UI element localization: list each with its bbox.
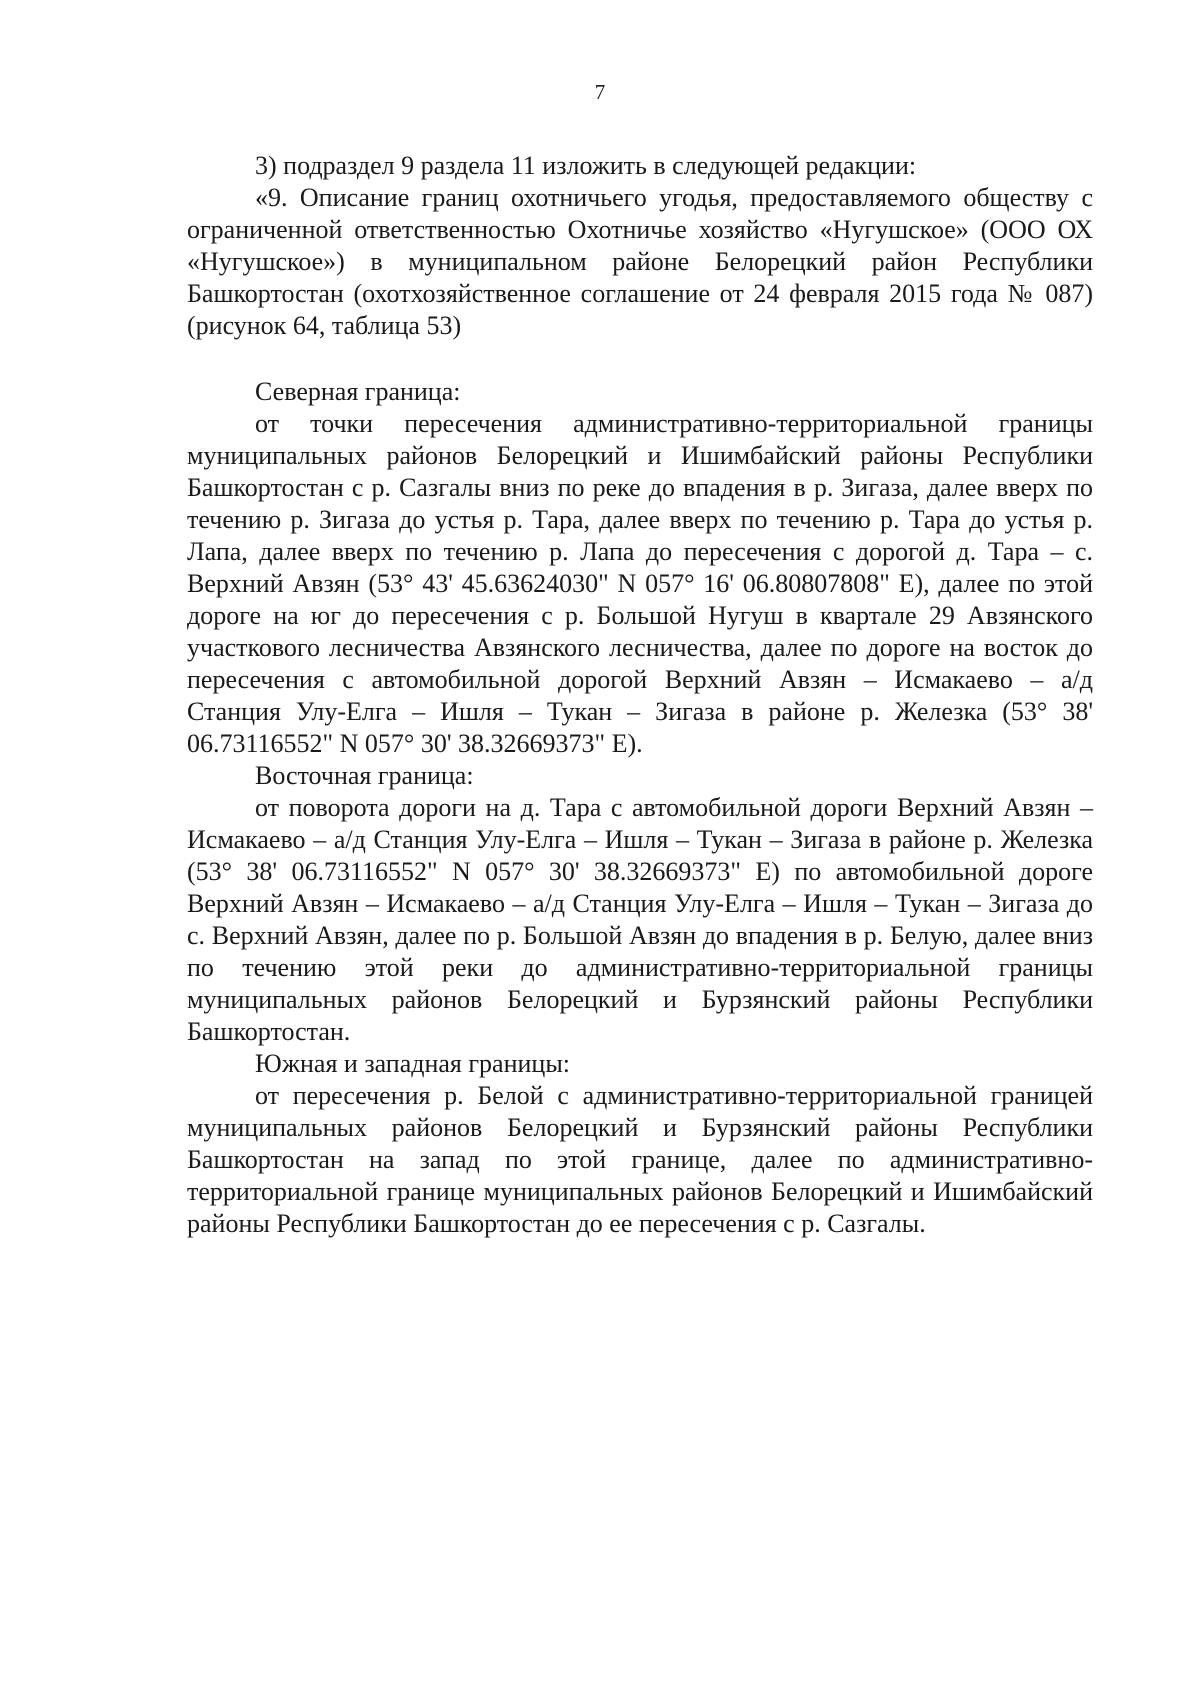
east-boundary-heading: Восточная граница: bbox=[255, 761, 474, 790]
east-boundary-text: от поворота дороги на д. Тара с автомобильной дороги Верхний Авзян – Исмакаево – а/д Станция Улу-Елга – Ишля – Тукан – Зигаза в районе р. Железка (53° 38' 06.73116552" N 057° 30' 38.32669373" E) по автомобильной дороге Верхний Авзян – Исмакаево – а/д Станция Улу-Елга – Ишля – Тукан – Зигаза до с. Верхний Авзян, далее по р. Большой Авзян до впадения в р. Белую, далее вниз по течению этой реки до административно-территориальной границы муниципальных районов Белорецкий и Бурзянский районы Республики Башкортостан. bbox=[187, 793, 1093, 1046]
amendment-instruction: 3) подраздел 9 раздела 11 изложить в следующей редакции: bbox=[255, 151, 917, 180]
north-boundary-text: от точки пересечения административно-территориальной границы муниципальных районов Белорецкий и Ишимбайский районы Республики Башкортостан с р. Сазгалы вниз по реке до впадения в р. Зигаза, далее вверх по течению р. Зигаза до устья р. Тара, далее вверх по течению р. Тара до устья р. Лапа, далее вверх по течению р. Лапа до пересечения с дорогой д. Тара – с. Верхний Авзян (53° 43' 45.63624030" N 057° 16' 06.80807808" E), далее по этой дороге на юг до пересечения с р. Большой Нугуш в квартале 29 Авзянского участкового лесничества Авзянского лесничества, далее по дороге на восток до пересечения с автомобильной дорогой Верхний Авзян – Исмакаево – а/д Станция Улу-Елга – Ишля – Тукан – Зигаза в районе р. Железка (53° 38' 06.73116552" N 057° 30' 38.32669373" E). bbox=[187, 409, 1093, 758]
south-west-boundary-text: от пересечения р. Белой с административно-территориальной границей муниципальных районов Белорецкий и Бурзянский районы Республики Башкортостан на запад по этой границе, далее по административно-территориальной границе муниципальных районов Белорецкий и Ишимбайский районы Республики Башкортостан до ее пересечения с р. Сазгалы. bbox=[187, 1081, 1093, 1238]
south-west-boundary-heading: Южная и западная границы: bbox=[255, 1049, 571, 1078]
section-heading-paragraph: «9. Описание границ охотничьего угодья, предоставляемого обществу с ограниченной ответственностью Охотничье хозяйство «Нугушское» (ООО ОХ «Нугушское») в муниципальном районе Белорецкий район Республики Башкортостан (охотхозяйственное соглашение от 24 февраля 2015 года № 087) (рисунок 64, таблица 53) bbox=[187, 183, 1093, 340]
paragraph-spacer bbox=[187, 342, 1093, 376]
document-body bbox=[187, 150, 1093, 1240]
page-number: 7 bbox=[594, 80, 606, 104]
north-boundary-heading: Северная граница: bbox=[255, 377, 461, 406]
